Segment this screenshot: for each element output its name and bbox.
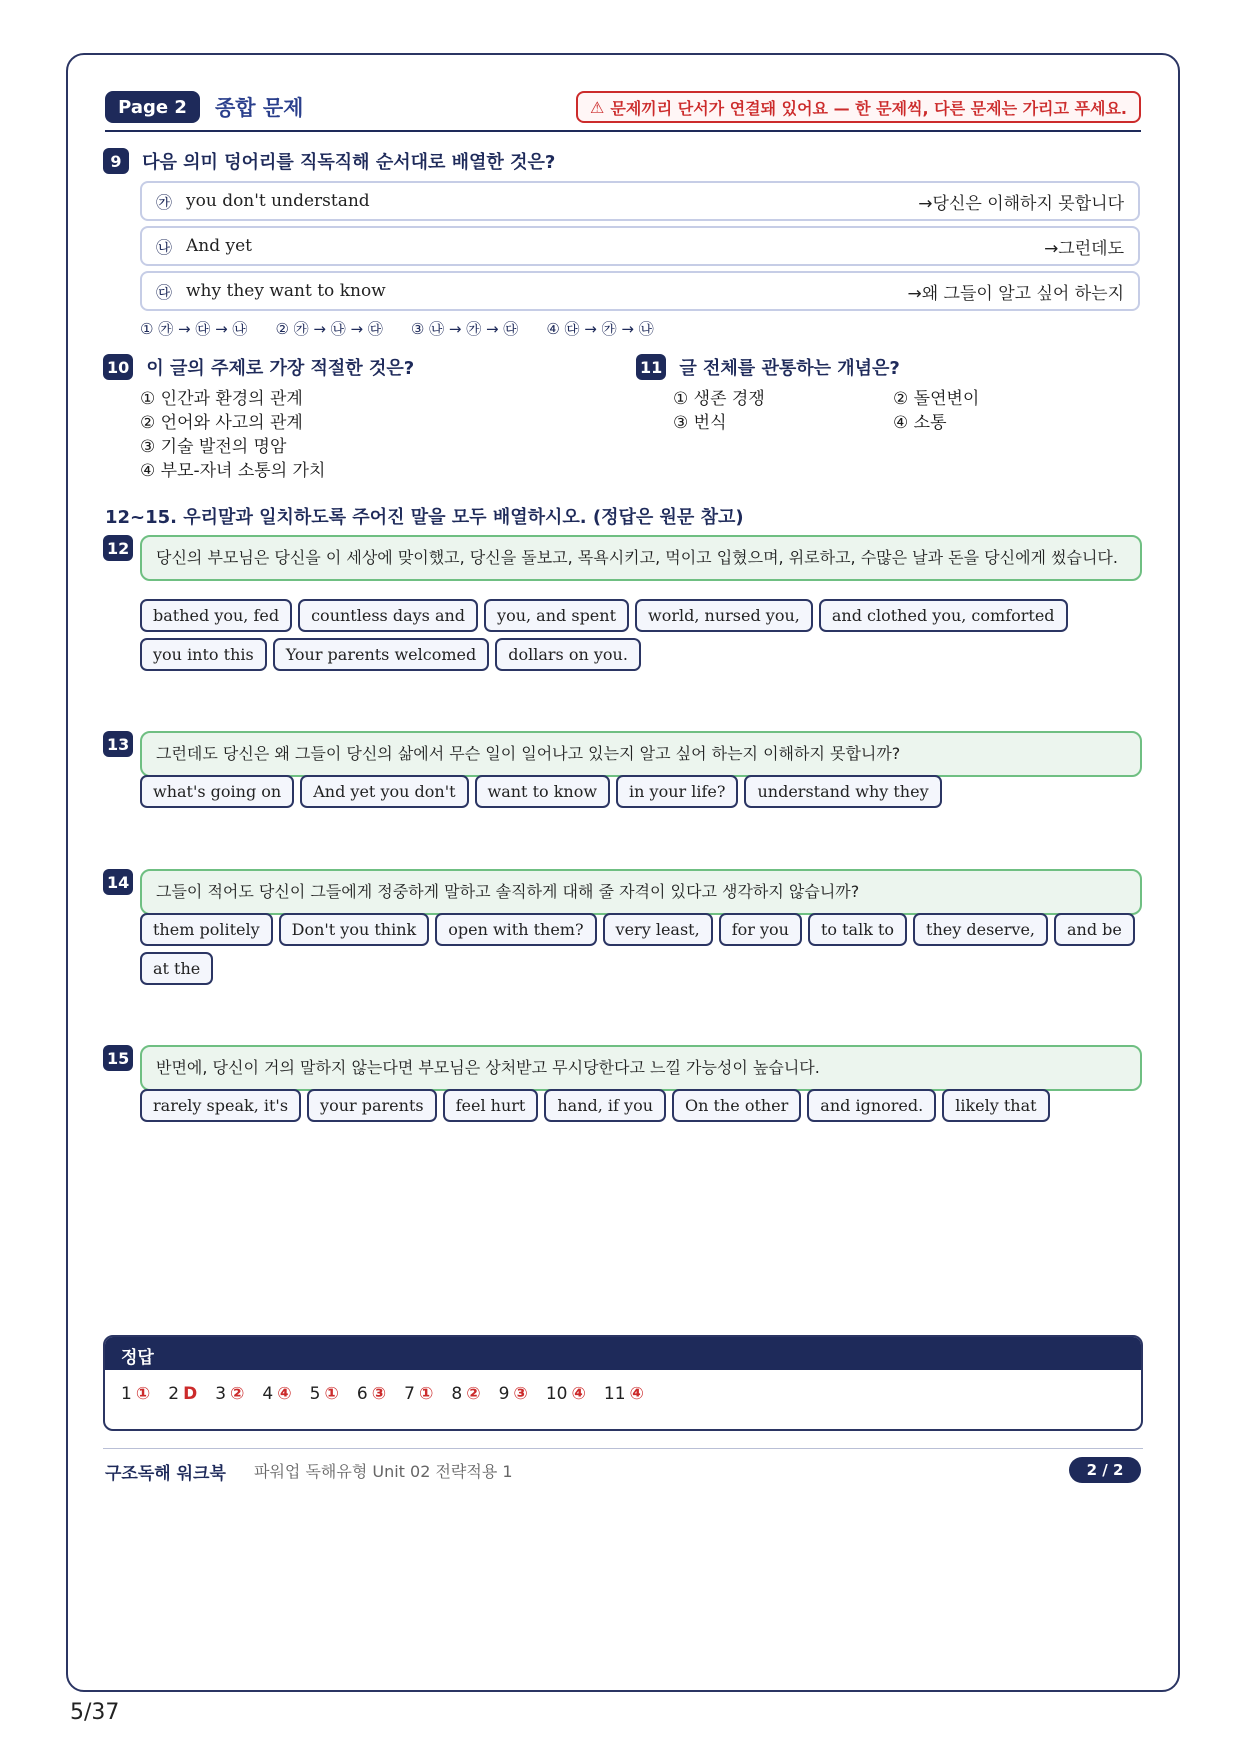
answer-item (404, 1384, 433, 1404)
word-chip[interactable]: what's going on (140, 775, 294, 808)
question-14 (103, 869, 1143, 999)
word-chip[interactable]: Don't you think (279, 913, 430, 946)
word-chip[interactable]: and ignored. (807, 1089, 936, 1122)
word-chip[interactable]: them politely (140, 913, 273, 946)
answer-item (451, 1384, 480, 1404)
chunk-list (140, 181, 1140, 316)
worksheet-page (66, 53, 1180, 1692)
word-chip[interactable]: On the other (672, 1089, 801, 1122)
document-page-counter: 5/37 (70, 1700, 120, 1725)
answer-number: 10 (545, 1384, 568, 1404)
answer-number: 7 (404, 1384, 415, 1404)
word-chip[interactable]: at the (140, 952, 213, 985)
word-chip[interactable]: Your parents welcomed (273, 638, 490, 671)
footer-divider (103, 1448, 1143, 1449)
answer-item (168, 1384, 197, 1404)
page-header (105, 91, 1141, 129)
answer-number: 6 (356, 1384, 368, 1404)
answer-number: 4 (262, 1384, 274, 1404)
korean-sentence: 당신의 부모님은 당신을 이 세상에 맞이했고, 당신을 돌보고, 목욕시키고, 먹이고 입혔으며, 위로하고, 수많은 날과 돈을 당신에게 썼습니다. (140, 535, 1142, 581)
warning-icon: ⚠ (590, 97, 605, 117)
option-3[interactable]: ③ ㉯ → ㉮ → ㉰ (410, 320, 519, 338)
word-chip[interactable]: world, nursed you, (635, 599, 813, 632)
word-bank (140, 1089, 1142, 1122)
chunk-english: why they want to know (186, 281, 386, 301)
section-title: 12~15. 우리말과 일치하도록 주어진 말을 모두 배열하시오. (정답은 원문 참고) (105, 507, 744, 528)
question-10-options (140, 387, 325, 483)
word-chip[interactable]: dollars on you. (495, 638, 641, 671)
option-2[interactable]: ② ㉮ → ㉯ → ㉰ (275, 320, 383, 338)
chunk-item (140, 181, 1140, 221)
word-chip[interactable]: you into this (140, 638, 267, 671)
answer-value: ④ (629, 1384, 644, 1404)
option-3[interactable]: ③ 기술 발전의 명암 (140, 437, 287, 457)
answer-number: 5 (309, 1384, 321, 1404)
word-bank (140, 913, 1142, 985)
question-number: 9 (103, 148, 129, 174)
answer-number: 1 (121, 1384, 132, 1404)
warning-banner (576, 91, 1141, 123)
option-3[interactable]: ③ 번식 (673, 413, 727, 433)
word-chip[interactable]: open with them? (435, 913, 596, 946)
option-1[interactable]: ① 인간과 환경의 관계 (140, 389, 303, 409)
answer-value: ④ (571, 1384, 586, 1404)
question-number: 13 (103, 731, 133, 757)
word-chip[interactable]: in your life? (616, 775, 738, 808)
chunk-english: you don't understand (186, 191, 370, 211)
option-4[interactable]: ④ ㉰ → ㉮ → ㉯ (546, 320, 654, 338)
korean-sentence: 그들이 적어도 당신이 그들에게 정중하게 말하고 솔직하게 대해 줄 자격이 있다고 생각하지 않습니까? (140, 869, 1142, 915)
question-9 (103, 148, 555, 174)
question-number: 11 (636, 354, 666, 380)
question-text: 이 글의 주제로 가장 적절한 것은? (146, 358, 415, 379)
question-number: 10 (103, 354, 133, 380)
answer-value: ② (466, 1384, 481, 1404)
chunk-korean: →그런데도 (1044, 238, 1124, 259)
word-chip[interactable]: you, and spent (484, 599, 629, 632)
word-chip[interactable]: your parents (307, 1089, 437, 1122)
answer-item (499, 1384, 528, 1404)
question-number: 12 (103, 535, 133, 561)
answer-item (546, 1384, 586, 1404)
header-divider (105, 130, 1141, 132)
footer-brand: 구조독해 워크북 (105, 1464, 226, 1484)
word-chip[interactable]: And yet you don't (300, 775, 468, 808)
chunk-korean: →당신은 이해하지 못합니다 (918, 193, 1124, 214)
question-13 (103, 731, 1143, 821)
option-2[interactable]: ② 언어와 사고의 관계 (140, 413, 303, 433)
answer-value: ① (324, 1384, 339, 1404)
option-4[interactable]: ④ 소통 (893, 413, 947, 433)
answer-value: D (183, 1384, 198, 1404)
answer-number: 3 (215, 1384, 227, 1404)
word-chip[interactable]: feel hurt (443, 1089, 539, 1122)
answer-value: ② (230, 1384, 245, 1404)
answer-item (357, 1384, 386, 1404)
answer-key-title: 정답 (105, 1337, 1141, 1370)
answer-number: 11 (603, 1384, 626, 1404)
word-chip[interactable]: bathed you, fed (140, 599, 292, 632)
footer-page-number: 2 / 2 (1069, 1457, 1141, 1483)
word-chip[interactable]: rarely speak, it's (140, 1089, 301, 1122)
answer-item (604, 1384, 644, 1404)
question-12 (103, 535, 1143, 685)
option-1[interactable]: ① 생존 경쟁 (673, 389, 765, 409)
footer-subtitle: 파워업 독해유형 Unit 02 전략적용 1 (254, 1462, 513, 1481)
word-chip[interactable]: and clothed you, comforted (819, 599, 1068, 632)
word-chip[interactable]: want to know (475, 775, 611, 808)
question-text: 다음 의미 덩어리를 직독직해 순서대로 배열한 것은? (142, 152, 556, 173)
option-4[interactable]: ④ 부모-자녀 소통의 가치 (140, 461, 326, 481)
answer-item (262, 1384, 291, 1404)
word-chip[interactable]: they deserve, (913, 913, 1048, 946)
chunk-item (140, 226, 1140, 266)
korean-sentence: 반면에, 당신이 거의 말하지 않는다면 부모님은 상처받고 무시당한다고 느낄 가능성이 높습니다. (140, 1045, 1142, 1091)
page-label: Page 2 (105, 91, 200, 123)
answer-value: ① (135, 1384, 151, 1404)
answer-item (310, 1384, 339, 1404)
chunk-korean: →왜 그들이 알고 싶어 하는지 (907, 283, 1124, 304)
question-11-options (673, 387, 1073, 435)
answer-number: 2 (168, 1384, 180, 1404)
answer-value: ① (418, 1384, 434, 1404)
chunk-mark: ㉯ (156, 237, 173, 257)
answer-list (105, 1370, 1141, 1418)
word-chip[interactable]: hand, if you (544, 1089, 666, 1122)
word-chip[interactable]: for you (719, 913, 802, 946)
question-11 (636, 354, 900, 380)
option-1[interactable]: ① ㉮ → ㉰ → ㉯ (140, 320, 248, 338)
answer-number: 8 (451, 1384, 463, 1404)
warning-text: 문제끼리 단서가 연결돼 있어요 — 한 문제씩, 다른 문제는 가리고 푸세요. (610, 98, 1127, 118)
word-chip[interactable]: understand why they (744, 775, 941, 808)
question-text: 글 전체를 관통하는 개념은? (679, 358, 900, 379)
chunk-mark: ㉰ (156, 282, 173, 302)
word-bank (140, 599, 1142, 671)
answer-value: ③ (513, 1384, 528, 1404)
answer-value: ④ (277, 1384, 292, 1404)
answer-value: ③ (371, 1384, 387, 1404)
question-number: 14 (103, 869, 133, 895)
answer-key (103, 1335, 1143, 1431)
word-chip[interactable]: very least, (603, 913, 713, 946)
page-title: 종합 문제 (215, 96, 304, 120)
question-9-options (140, 318, 654, 339)
question-15 (103, 1045, 1143, 1135)
question-number: 15 (103, 1045, 133, 1071)
word-chip[interactable]: and be (1054, 913, 1135, 946)
word-chip[interactable]: to talk to (808, 913, 907, 946)
answer-item (121, 1384, 150, 1404)
word-bank (140, 775, 1142, 808)
answer-number: 9 (498, 1384, 510, 1404)
question-10 (103, 354, 414, 380)
answer-item (215, 1384, 244, 1404)
chunk-mark: ㉮ (156, 192, 173, 212)
korean-sentence: 그런데도 당신은 왜 그들이 당신의 삶에서 무슨 일이 일어나고 있는지 알고 싶어 하는지 이해하지 못합니까? (140, 731, 1142, 777)
chunk-english: And yet (186, 236, 253, 256)
chunk-item (140, 271, 1140, 311)
word-chip[interactable]: countless days and (298, 599, 478, 632)
option-2[interactable]: ② 돌연변이 (893, 389, 980, 409)
word-chip[interactable]: likely that (942, 1089, 1049, 1122)
